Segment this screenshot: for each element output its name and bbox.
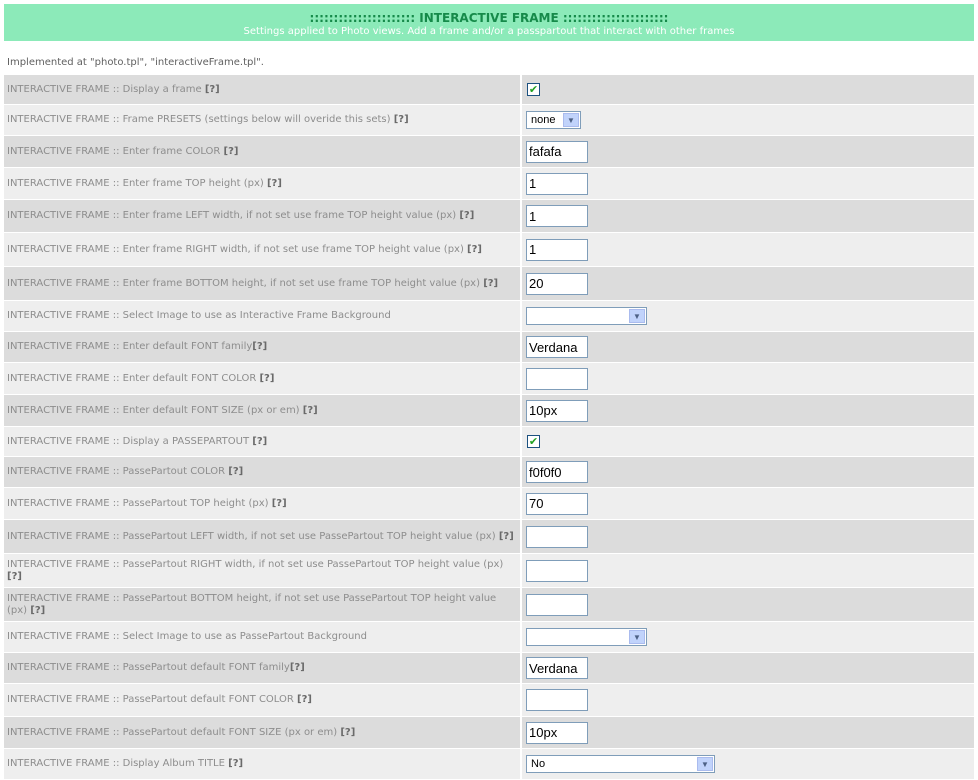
- setting-label-cell: [4, 332, 520, 362]
- setting-row: [4, 75, 974, 105]
- setting-label-cell: [4, 427, 520, 456]
- setting-label-text: INTERACTIVE FRAME :: Enter frame RIGHT width, if not set use frame TOP height value (px): [7, 243, 464, 255]
- help-link[interactable]: [?]: [204, 83, 220, 95]
- setting-value-cell: [522, 717, 974, 748]
- setting-label-cell: [4, 717, 520, 748]
- setting-value-cell: [522, 332, 974, 362]
- setting-value-cell: [522, 395, 974, 426]
- chevron-down-icon[interactable]: ▼: [697, 757, 713, 771]
- help-link[interactable]: [?]: [259, 372, 275, 384]
- setting-value-cell: [522, 363, 974, 394]
- setting-label-cell: [4, 520, 520, 553]
- setting-checkbox[interactable]: [527, 83, 540, 96]
- help-link[interactable]: [?]: [271, 497, 287, 509]
- setting-row: [4, 520, 974, 554]
- setting-label: [7, 559, 517, 583]
- setting-row: [4, 267, 974, 301]
- setting-label: [7, 244, 517, 256]
- setting-value-cell: [522, 233, 974, 266]
- setting-text-input[interactable]: [526, 493, 588, 515]
- setting-label: [7, 631, 517, 643]
- setting-text-input[interactable]: [526, 594, 588, 616]
- setting-value-cell: [522, 200, 974, 232]
- section-subtitle: Settings applied to Photo views. Add a frame and/or a passpartout that interact with other frames: [243, 26, 735, 37]
- setting-label-cell: [4, 588, 520, 621]
- setting-label-cell: [4, 136, 520, 167]
- setting-label-text: INTERACTIVE FRAME :: Frame PRESETS (settings below will overide this sets): [7, 114, 391, 125]
- setting-row: [4, 749, 974, 780]
- setting-row: [4, 301, 974, 332]
- setting-label: [7, 662, 517, 674]
- implemented-note: Implemented at "photo.tpl", "interactiveFrame.tpl".: [7, 57, 264, 68]
- setting-text-input[interactable]: [526, 239, 588, 261]
- setting-label-text: INTERACTIVE FRAME :: PassePartout BOTTOM height, if not set use PassePartout TOP height value (px): [7, 592, 497, 616]
- setting-text-input[interactable]: [526, 400, 588, 422]
- setting-select[interactable]: [526, 755, 715, 773]
- setting-text-input[interactable]: [526, 526, 588, 548]
- help-link[interactable]: [?]: [393, 114, 409, 125]
- setting-label-text: INTERACTIVE FRAME :: PassePartout TOP height (px): [7, 497, 269, 509]
- setting-row: [4, 200, 974, 233]
- setting-row: [4, 136, 974, 168]
- setting-value-cell: [522, 622, 974, 652]
- setting-label-cell: [4, 395, 520, 426]
- setting-label: [7, 146, 517, 158]
- setting-label-text: INTERACTIVE FRAME :: Display Album TITLE: [7, 758, 225, 769]
- help-link[interactable]: [?]: [266, 177, 282, 189]
- setting-select[interactable]: [526, 307, 647, 325]
- setting-label-text: INTERACTIVE FRAME :: Enter default FONT COLOR: [7, 372, 257, 384]
- setting-value-cell: [522, 554, 974, 587]
- help-link[interactable]: [?]: [302, 404, 318, 416]
- setting-label: [7, 758, 517, 770]
- setting-row: [4, 554, 974, 588]
- setting-text-input[interactable]: [526, 657, 588, 679]
- setting-label-text: INTERACTIVE FRAME :: Enter frame BOTTOM height, if not set use frame TOP height value (px): [7, 277, 480, 289]
- setting-label: [7, 114, 517, 126]
- setting-label-cell: [4, 622, 520, 652]
- setting-text-input[interactable]: [526, 560, 588, 582]
- setting-value-cell: [522, 520, 974, 553]
- help-link[interactable]: [?]: [7, 570, 22, 582]
- setting-value-cell: [522, 684, 974, 716]
- setting-value-cell: [522, 588, 974, 621]
- setting-label-text: INTERACTIVE FRAME :: Enter frame LEFT width, if not set use frame TOP height value (px): [7, 210, 457, 221]
- setting-label-cell: [4, 233, 520, 266]
- setting-row: [4, 332, 974, 363]
- setting-label: [7, 531, 517, 543]
- chevron-down-icon[interactable]: ▼: [629, 630, 645, 644]
- chevron-down-icon[interactable]: ▼: [629, 309, 645, 323]
- setting-value-cell: [522, 457, 974, 487]
- setting-select[interactable]: [526, 111, 581, 129]
- setting-text-input[interactable]: [526, 141, 588, 163]
- section-title: :::::::::::::::::::::: INTERACTIVE FRAME ::::::::::::::::::::::: [309, 11, 669, 25]
- help-link[interactable]: [?]: [289, 662, 305, 673]
- setting-label-cell: [4, 554, 520, 587]
- setting-label-cell: [4, 267, 520, 300]
- setting-label-text: INTERACTIVE FRAME :: Enter default FONT family: [7, 341, 253, 352]
- setting-label-text: INTERACTIVE FRAME :: PassePartout RIGHT width, if not set use PassePartout TOP height value (px): [7, 558, 504, 570]
- settings-table: [4, 75, 974, 780]
- setting-row: [4, 363, 974, 395]
- setting-row: [4, 684, 974, 717]
- setting-value-cell: [522, 653, 974, 683]
- setting-value-cell: [522, 168, 974, 199]
- setting-text-input[interactable]: [526, 173, 588, 195]
- setting-row: [4, 105, 974, 136]
- setting-label: [7, 373, 517, 385]
- setting-text-input[interactable]: [526, 205, 588, 227]
- setting-label: [7, 210, 517, 222]
- setting-value-cell: [522, 301, 974, 331]
- setting-row: [4, 395, 974, 427]
- setting-label-text: INTERACTIVE FRAME :: Display a frame: [7, 83, 202, 95]
- setting-row: [4, 168, 974, 200]
- setting-label-cell: [4, 105, 520, 135]
- setting-label-cell: [4, 363, 520, 394]
- setting-text-input[interactable]: [526, 273, 588, 295]
- help-link[interactable]: [?]: [483, 277, 499, 289]
- help-link[interactable]: [?]: [252, 341, 268, 352]
- setting-label-text: INTERACTIVE FRAME :: Enter frame TOP height (px): [7, 177, 264, 189]
- setting-row: [4, 457, 974, 488]
- setting-row: [4, 653, 974, 684]
- setting-label-text: INTERACTIVE FRAME :: Enter frame COLOR: [7, 145, 221, 157]
- setting-text-input[interactable]: [526, 336, 588, 358]
- setting-row: [4, 622, 974, 653]
- setting-value-cell: [522, 267, 974, 300]
- setting-value-cell: [522, 749, 974, 779]
- setting-text-input[interactable]: [526, 689, 588, 711]
- setting-label-text: INTERACTIVE FRAME :: Display a PASSEPARTOUT: [7, 435, 250, 447]
- setting-text-input[interactable]: [526, 722, 588, 744]
- setting-label: [7, 178, 517, 190]
- setting-label: [7, 466, 517, 478]
- setting-label-text: INTERACTIVE FRAME :: PassePartout LEFT width, if not set use PassePartout TOP height value (px): [7, 530, 496, 542]
- help-link[interactable]: [?]: [228, 758, 244, 769]
- setting-label: [7, 405, 517, 417]
- help-link[interactable]: [?]: [223, 145, 239, 157]
- setting-label: [7, 727, 517, 739]
- select-value: No: [531, 758, 546, 770]
- setting-select[interactable]: [526, 628, 647, 646]
- setting-label-cell: [4, 457, 520, 487]
- setting-text-input[interactable]: [526, 368, 588, 390]
- setting-label: [7, 593, 517, 617]
- checkmark-icon: ✔: [528, 83, 539, 96]
- setting-value-cell: [522, 427, 974, 456]
- setting-label-text: INTERACTIVE FRAME :: PassePartout COLOR: [7, 466, 226, 477]
- setting-row: [4, 717, 974, 749]
- setting-label: [7, 310, 517, 322]
- setting-label-cell: [4, 684, 520, 716]
- setting-label-cell: [4, 301, 520, 331]
- setting-label: [7, 436, 517, 448]
- help-link[interactable]: [?]: [467, 243, 482, 255]
- setting-label-cell: [4, 75, 520, 104]
- setting-checkbox[interactable]: [527, 435, 540, 448]
- setting-label-text: INTERACTIVE FRAME :: Enter default FONT SIZE (px or em): [7, 404, 300, 416]
- setting-row: [4, 427, 974, 457]
- setting-label-cell: [4, 749, 520, 779]
- section-header: [4, 4, 974, 41]
- help-link[interactable]: [?]: [30, 604, 46, 616]
- checkmark-icon: ✔: [528, 435, 539, 448]
- setting-label-text: INTERACTIVE FRAME :: PassePartout default FONT family: [7, 662, 290, 673]
- setting-label-text: INTERACTIVE FRAME :: Select Image to use as Interactive Frame Background: [7, 310, 391, 321]
- help-link[interactable]: [?]: [498, 530, 514, 542]
- setting-label: [7, 498, 517, 510]
- setting-label-cell: [4, 168, 520, 199]
- setting-label-text: INTERACTIVE FRAME :: Select Image to use as PassePartout Background: [7, 631, 367, 642]
- setting-label: [7, 278, 517, 290]
- setting-value-cell: [522, 136, 974, 167]
- setting-value-cell: [522, 75, 974, 104]
- help-link[interactable]: [?]: [297, 694, 312, 705]
- select-value: none: [531, 114, 556, 126]
- setting-label: [7, 84, 517, 96]
- setting-value-cell: [522, 105, 974, 135]
- setting-label-text: INTERACTIVE FRAME :: PassePartout default FONT SIZE (px or em): [7, 726, 338, 738]
- chevron-down-icon[interactable]: ▼: [563, 113, 579, 127]
- help-link[interactable]: [?]: [228, 466, 244, 477]
- help-link[interactable]: [?]: [459, 210, 475, 221]
- setting-label: [7, 341, 517, 353]
- setting-row: [4, 488, 974, 520]
- setting-label-cell: [4, 200, 520, 232]
- setting-row: [4, 588, 974, 622]
- setting-label-cell: [4, 488, 520, 519]
- setting-label-cell: [4, 653, 520, 683]
- setting-label-text: INTERACTIVE FRAME :: PassePartout default FONT COLOR: [7, 694, 294, 705]
- setting-row: [4, 233, 974, 267]
- setting-value-cell: [522, 488, 974, 519]
- setting-text-input[interactable]: [526, 461, 588, 483]
- setting-label: [7, 694, 517, 706]
- help-link[interactable]: [?]: [340, 726, 356, 738]
- help-link[interactable]: [?]: [252, 435, 268, 447]
